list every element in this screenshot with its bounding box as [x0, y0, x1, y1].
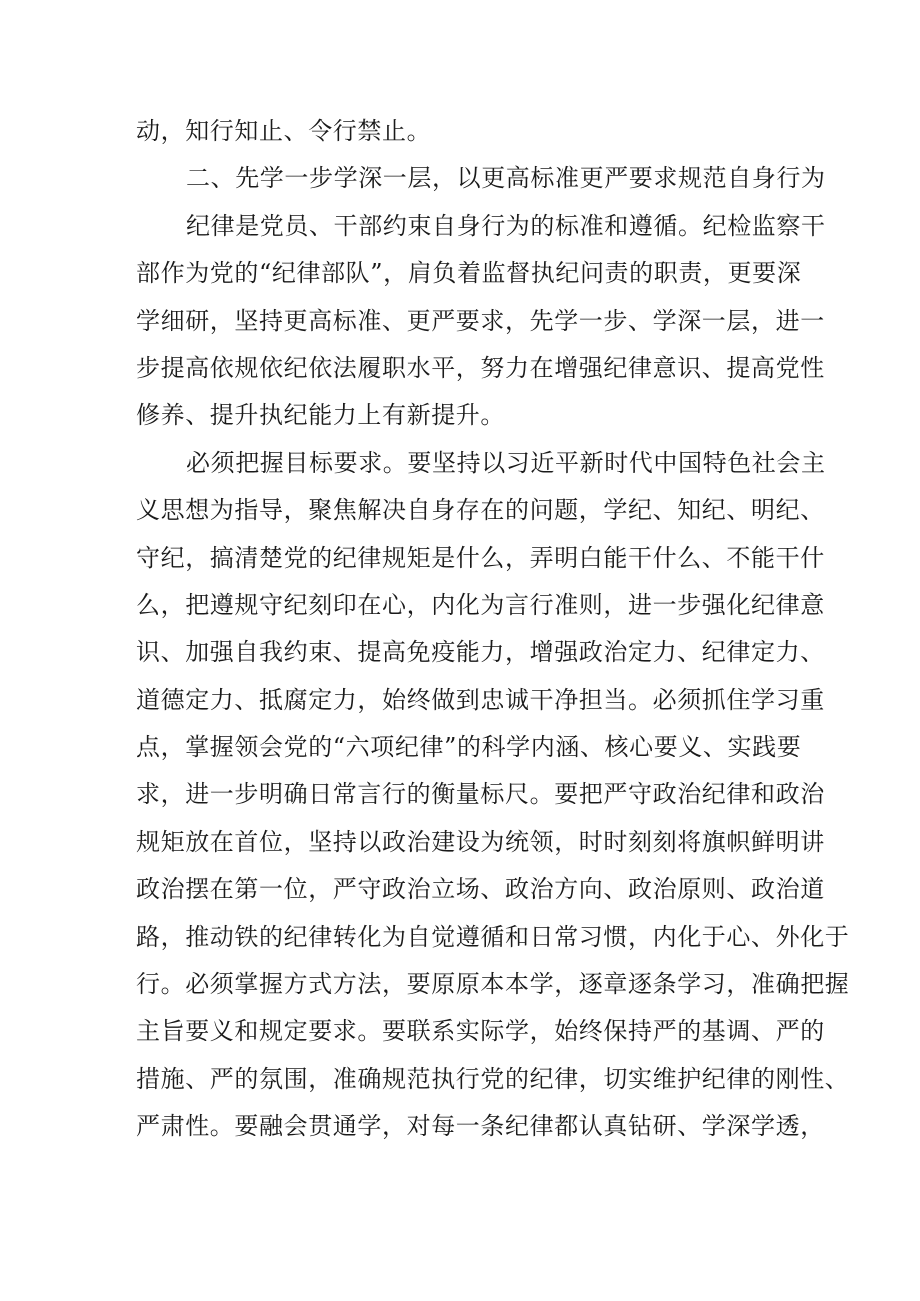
text-line-17: 政治摆在第一位，严守政治立场、政治方向、政治原则、政治道 [136, 875, 825, 904]
text-line-22: 严肃性。要融会贯通学，对每一条纪律都认真钻研、学深学透， [136, 1112, 825, 1141]
text-line-21: 措施、严的氛围，准确规范执行党的纪律，切实维护纪律的刚性、 [136, 1064, 850, 1093]
text-line-5: 学细研，坚持更高标准、更严要求，先学一步、学深一层，进一 [136, 306, 825, 335]
section-heading: 二、先学一步学深一层，以更高标准更严要求规范自身行为 [186, 164, 826, 193]
text-line-18: 路，推动铁的纪律转化为自觉遵循和日常习惯，内化于心、外化于 [136, 922, 850, 951]
text-line-12: 识、加强自我约束、提高免疫能力，增强政治定力、纪律定力、 [136, 638, 825, 667]
text-line-19: 行。必须掌握方式方法，要原原本本学，逐章逐条学习，准确把握 [136, 970, 850, 999]
text-line-8: 必须把握目标要求。要坚持以习近平新时代中国特色社会主 [186, 448, 826, 477]
text-line-10: 守纪，搞清楚党的纪律规矩是什么，弄明白能干什么、不能干什 [136, 543, 825, 572]
text-line-7: 修养、提升执纪能力上有新提升。 [136, 401, 505, 430]
text-line-9: 义思想为指导，聚焦解决自身存在的问题，学纪、知纪、明纪、 [136, 496, 825, 525]
text-line-3: 纪律是党员、干部约束自身行为的标准和遵循。纪检监察干 [186, 211, 826, 240]
document-body [136, 108, 850, 1151]
text-line-11: 么，把遵规守纪刻印在心，内化为言行准则，进一步强化纪律意 [136, 590, 825, 619]
text-line-1: 动，知行知止、令行禁止。 [136, 117, 432, 145]
text-line-14: 点，掌握领会党的“六项纪律”的科学内涵、核心要义、实践要 [136, 733, 802, 762]
text-line-15: 求，进一步明确日常言行的衡量标尺。要把严守政治纪律和政治 [136, 780, 825, 809]
text-line-6: 步提高依规依纪依法履职水平，努力在增强纪律意识、提高党性 [136, 353, 825, 382]
text-line-16: 规矩放在首位，坚持以政治建设为统领，时时刻刻将旗帜鲜明讲 [136, 827, 825, 856]
text-line-20: 主旨要义和规定要求。要联系实际学，始终保持严的基调、严的 [136, 1017, 825, 1046]
text-line-4: 部作为党的“纪律部队”，肩负着监督执纪问责的职责，更要深 [136, 259, 802, 288]
text-line-13: 道德定力、抵腐定力，始终做到忠诚干净担当。必须抓住学习重 [136, 685, 825, 714]
